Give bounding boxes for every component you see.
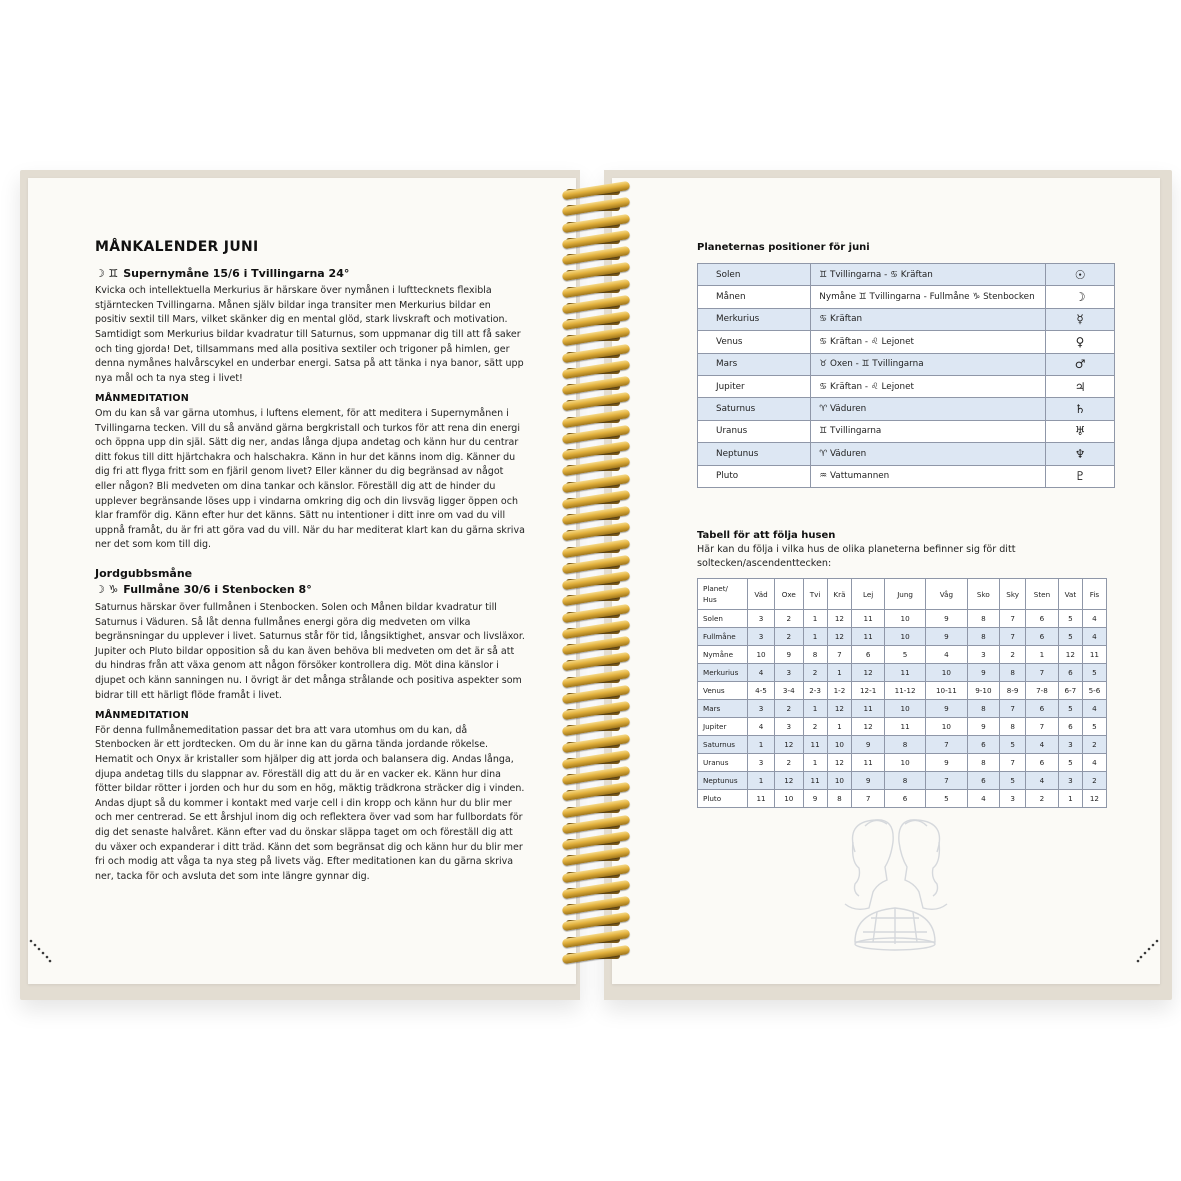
new-moon-heading: ☽ ♊ Supernymåne 15/6 i Tvillingarna 24° bbox=[95, 266, 350, 280]
spiral-coil bbox=[562, 278, 631, 298]
spiral-coil bbox=[562, 587, 631, 607]
houses-cell: 9 bbox=[967, 664, 1000, 682]
planet-name: Saturnus bbox=[698, 398, 811, 420]
houses-cell: 6 bbox=[967, 772, 1000, 790]
spiral-coil bbox=[562, 912, 631, 932]
planets-heading: Planeternas positioner för juni bbox=[697, 242, 870, 253]
houses-corner-header: Planet/ Hus bbox=[698, 579, 748, 610]
planet-symbol-icon: ♆ bbox=[1046, 443, 1115, 465]
houses-cell: 11 bbox=[852, 610, 885, 628]
houses-row bbox=[698, 646, 1107, 664]
houses-cell: 6 bbox=[884, 790, 925, 808]
houses-cell: 4 bbox=[1082, 610, 1106, 628]
houses-column-header: Jung bbox=[884, 579, 925, 610]
planet-name: Pluto bbox=[698, 465, 811, 487]
houses-intro: Här kan du följa i vilka hus de olika planeterna befinner sig för ditt soltecken/ascendenttecken: bbox=[697, 544, 1016, 569]
houses-cell: 9 bbox=[926, 754, 967, 772]
houses-cell: 12-1 bbox=[852, 682, 885, 700]
houses-row-planet: Solen bbox=[698, 610, 748, 628]
houses-cell: 5 bbox=[1058, 700, 1082, 718]
houses-cell: 10 bbox=[884, 700, 925, 718]
houses-cell: 6 bbox=[967, 736, 1000, 754]
houses-cell: 10 bbox=[827, 736, 852, 754]
houses-cell: 11 bbox=[803, 736, 827, 754]
houses-row-planet: Merkurius bbox=[698, 664, 748, 682]
planet-position: Nymåne ♊ Tvillingarna - Fullmåne ♑ Stenbocken bbox=[811, 286, 1046, 308]
houses-cell: 11-12 bbox=[884, 682, 925, 700]
spiral-coil bbox=[562, 457, 631, 477]
houses-cell: 7 bbox=[1000, 700, 1026, 718]
houses-cell: 4 bbox=[748, 718, 775, 736]
planet-row bbox=[698, 331, 1115, 353]
planet-name: Neptunus bbox=[698, 443, 811, 465]
planet-symbol-icon: ♂ bbox=[1046, 353, 1115, 375]
spiral-coil bbox=[562, 652, 631, 672]
houses-cell: 8 bbox=[1000, 664, 1026, 682]
houses-cell: 9 bbox=[803, 790, 827, 808]
houses-row-planet: Neptunus bbox=[698, 772, 748, 790]
houses-cell: 5 bbox=[884, 646, 925, 664]
houses-cell: 12 bbox=[775, 772, 804, 790]
houses-column-header: Sky bbox=[1000, 579, 1026, 610]
houses-cell: 3 bbox=[748, 700, 775, 718]
houses-column-header: Fis bbox=[1082, 579, 1106, 610]
houses-column-header: Vat bbox=[1058, 579, 1082, 610]
houses-cell: 2 bbox=[1026, 790, 1059, 808]
houses-column-header: Oxe bbox=[775, 579, 804, 610]
houses-cell: 7 bbox=[827, 646, 852, 664]
spiral-coil bbox=[562, 944, 631, 964]
houses-cell: 5 bbox=[926, 790, 967, 808]
spiral-coil bbox=[562, 798, 631, 818]
houses-cell: 12 bbox=[827, 754, 852, 772]
houses-row-planet: Fullmåne bbox=[698, 628, 748, 646]
houses-cell: 3 bbox=[775, 718, 804, 736]
houses-cell: 11 bbox=[884, 718, 925, 736]
planet-position: ♋ Kräftan - ♌ Lejonet bbox=[811, 375, 1046, 397]
houses-cell: 12 bbox=[1082, 790, 1106, 808]
planet-row bbox=[698, 353, 1115, 375]
houses-cell: 5 bbox=[1000, 736, 1026, 754]
spiral-coil bbox=[562, 733, 631, 753]
houses-row-planet: Mars bbox=[698, 700, 748, 718]
houses-column-header: Våg bbox=[926, 579, 967, 610]
gemini-twins-illustration bbox=[815, 812, 975, 962]
houses-cell: 7 bbox=[1000, 610, 1026, 628]
houses-cell: 11 bbox=[852, 754, 885, 772]
planet-name: Mars bbox=[698, 353, 811, 375]
houses-cell: 4-5 bbox=[748, 682, 775, 700]
new-moon-body: Kvicka och intellektuella Merkurius är härskare över nymånen i lufttecknets flexibla stjärntecken Tvillingarna. Månen själv bildar inga transiter men Merkurius bildar en positiv sextil till Mars, vilket skänker dig en mental glöd, stark livskraft och motivation. Samtidigt som Merkurius bildar kvadratur till Saturnus, som uppmanar dig till att få saker och ting gjorda! Det, tillsammans med alla positiva sextiler och trigoner på himlen, ger denna nymånes halvårscykel en underbar energi. Satsa på att tänka i nya banor, sätt upp nya mål och ta nya steg i livet! bbox=[95, 285, 524, 384]
houses-cell: 1 bbox=[1058, 790, 1082, 808]
houses-cell: 10 bbox=[827, 772, 852, 790]
spiral-coil bbox=[562, 538, 631, 558]
planet-name: Venus bbox=[698, 331, 811, 353]
houses-cell: 4 bbox=[967, 790, 1000, 808]
planet-name: Månen bbox=[698, 286, 811, 308]
houses-cell: 5-6 bbox=[1082, 682, 1106, 700]
houses-cell: 7 bbox=[926, 736, 967, 754]
corner-stitch-right bbox=[1136, 938, 1160, 974]
spiral-coil bbox=[562, 392, 631, 412]
houses-cell: 12 bbox=[827, 628, 852, 646]
planet-position: ♋ Kräftan bbox=[811, 308, 1046, 330]
houses-cell: 3-4 bbox=[775, 682, 804, 700]
houses-cell: 9-10 bbox=[967, 682, 1000, 700]
houses-cell: 2 bbox=[775, 610, 804, 628]
full-moon-meditation: För denna fullmånemeditation passar det bra att vara utomhus om du kan, då Stenbocken är ett jordtecken. Om du är inne kan du gärna tända jordande rökelse. Hematit och Onyx är kristaller som hjälper dig att jorda och balansera dig. Andas långa, djupa andetag tills du slappnar av. Föreställ dig att du är en vacker ek. Känn hur dina fötter bildar rötter i jorden och hur du som en hög, mäktig trädkrona sträcker dig i vinden. Andas djupt så du kommer i kontakt med varje cell i din kropp och känn hur du blir mer och mer centrerad. Se ett årshjul inom dig och reflektera över vad som har fullbordats för dig det senaste halvåret. Känn efter vad du önskar släppa taget om och föreställ dig att du växer och expanderar i ditt träd. Känn det som begränsat dig och känn hur du blir mer fri och modig att våga ta nya steg på livets väg. Efter meditationen kan du gärna skriva ner, tacka för och avsluta det som inte längre gynnar dig. bbox=[95, 724, 525, 882]
houses-cell: 8 bbox=[967, 700, 1000, 718]
page-title: MÅNKALENDER JUNI bbox=[95, 239, 259, 255]
houses-cell: 9 bbox=[926, 628, 967, 646]
planet-row bbox=[698, 443, 1115, 465]
houses-cell: 11 bbox=[748, 790, 775, 808]
planet-name: Solen bbox=[698, 264, 811, 286]
houses-cell: 4 bbox=[1026, 772, 1059, 790]
houses-row-planet: Saturnus bbox=[698, 736, 748, 754]
houses-cell: 8 bbox=[1000, 718, 1026, 736]
houses-cell: 3 bbox=[748, 610, 775, 628]
houses-cell: 3 bbox=[748, 628, 775, 646]
houses-cell: 1-2 bbox=[827, 682, 852, 700]
houses-cell: 10 bbox=[775, 790, 804, 808]
planet-position: ♉ Oxen - ♊ Tvillingarna bbox=[811, 353, 1046, 375]
houses-cell: 7 bbox=[1000, 628, 1026, 646]
planet-symbol-icon: ☽ bbox=[1046, 286, 1115, 308]
spiral-coil bbox=[562, 473, 631, 493]
spiral-coil bbox=[562, 603, 631, 623]
houses-cell: 12 bbox=[827, 610, 852, 628]
houses-row-planet: Venus bbox=[698, 682, 748, 700]
houses-cell: 12 bbox=[1058, 646, 1082, 664]
houses-cell: 10 bbox=[926, 664, 967, 682]
houses-cell: 7 bbox=[1000, 754, 1026, 772]
houses-cell: 10 bbox=[926, 718, 967, 736]
planet-row bbox=[698, 375, 1115, 397]
houses-cell: 8 bbox=[884, 772, 925, 790]
houses-cell: 11 bbox=[852, 700, 885, 718]
houses-column-header: Tvi bbox=[803, 579, 827, 610]
houses-cell: 12 bbox=[852, 718, 885, 736]
full-moon-heading: ☽ ♑ Fullmåne 30/6 i Stenbocken 8° bbox=[95, 583, 312, 597]
houses-cell: 6 bbox=[1026, 610, 1059, 628]
houses-cell: 4 bbox=[926, 646, 967, 664]
houses-cell: 12 bbox=[827, 700, 852, 718]
planet-symbol-icon: ☿ bbox=[1046, 308, 1115, 330]
houses-cell: 7 bbox=[926, 772, 967, 790]
houses-cell: 1 bbox=[827, 718, 852, 736]
houses-cell: 5 bbox=[1058, 628, 1082, 646]
houses-cell: 11 bbox=[803, 772, 827, 790]
houses-row bbox=[698, 664, 1107, 682]
planet-position: ♈ Väduren bbox=[811, 443, 1046, 465]
spiral-coil bbox=[562, 343, 631, 363]
houses-cell: 4 bbox=[1082, 700, 1106, 718]
spiral-coil bbox=[562, 213, 631, 233]
houses-row-planet: Uranus bbox=[698, 754, 748, 772]
planet-name: Jupiter bbox=[698, 375, 811, 397]
houses-cell: 1 bbox=[827, 664, 852, 682]
houses-cell: 1 bbox=[803, 754, 827, 772]
houses-row bbox=[698, 628, 1107, 646]
houses-cell: 5 bbox=[1058, 754, 1082, 772]
spiral-coil bbox=[562, 408, 631, 428]
planet-row bbox=[698, 398, 1115, 420]
houses-column-header: Sten bbox=[1026, 579, 1059, 610]
planet-position: ♋ Kräftan - ♌ Lejonet bbox=[811, 331, 1046, 353]
planet-name: Merkurius bbox=[698, 308, 811, 330]
moon-capricorn-icon: ☽ ♑ bbox=[95, 583, 119, 597]
houses-cell: 6 bbox=[1026, 754, 1059, 772]
houses-row bbox=[698, 790, 1107, 808]
houses-row bbox=[698, 754, 1107, 772]
houses-row bbox=[698, 736, 1107, 754]
houses-cell: 2-3 bbox=[803, 682, 827, 700]
planet-position: ♊ Tvillingarna bbox=[811, 420, 1046, 442]
houses-cell: 3 bbox=[1058, 736, 1082, 754]
houses-cell: 10 bbox=[884, 610, 925, 628]
houses-cell: 8 bbox=[967, 610, 1000, 628]
houses-column-header: Väd bbox=[748, 579, 775, 610]
houses-cell: 1 bbox=[803, 700, 827, 718]
houses-cell: 6 bbox=[852, 646, 885, 664]
houses-cell: 6 bbox=[1026, 628, 1059, 646]
houses-row-planet: Pluto bbox=[698, 790, 748, 808]
houses-cell: 2 bbox=[1082, 772, 1106, 790]
planet-row bbox=[698, 465, 1115, 487]
houses-cell: 2 bbox=[775, 628, 804, 646]
houses-cell: 4 bbox=[1026, 736, 1059, 754]
houses-cell: 6 bbox=[1058, 718, 1082, 736]
houses-cell: 1 bbox=[748, 736, 775, 754]
spiral-coil bbox=[562, 522, 631, 542]
houses-cell: 3 bbox=[775, 664, 804, 682]
spiral-coil bbox=[562, 197, 631, 217]
houses-cell: 7 bbox=[852, 790, 885, 808]
houses-cell: 4 bbox=[1082, 628, 1106, 646]
houses-cell: 2 bbox=[803, 664, 827, 682]
houses-row bbox=[698, 718, 1107, 736]
houses-row bbox=[698, 772, 1107, 790]
houses-cell: 7 bbox=[1026, 718, 1059, 736]
houses-column-header: Sko bbox=[967, 579, 1000, 610]
houses-cell: 10 bbox=[748, 646, 775, 664]
houses-cell: 3 bbox=[967, 646, 1000, 664]
planet-symbol-icon: ♀ bbox=[1046, 331, 1115, 353]
meditation-label: MÅNMEDITATION bbox=[95, 393, 190, 405]
spiral-coil bbox=[562, 847, 631, 867]
planet-positions-table bbox=[697, 263, 1115, 488]
planet-row bbox=[698, 264, 1115, 286]
houses-cell: 8 bbox=[967, 754, 1000, 772]
houses-cell: 9 bbox=[852, 772, 885, 790]
houses-cell: 8-9 bbox=[1000, 682, 1026, 700]
houses-cell: 9 bbox=[775, 646, 804, 664]
houses-cell: 11 bbox=[852, 628, 885, 646]
planet-position: ♈ Väduren bbox=[811, 398, 1046, 420]
planet-symbol-icon: ♇ bbox=[1046, 465, 1115, 487]
spiral-binding bbox=[558, 182, 638, 977]
planet-symbol-icon: ♃ bbox=[1046, 375, 1115, 397]
houses-cell: 3 bbox=[748, 754, 775, 772]
houses-cell: 2 bbox=[1000, 646, 1026, 664]
houses-cell: 2 bbox=[775, 754, 804, 772]
houses-cell: 7-8 bbox=[1026, 682, 1059, 700]
houses-cell: 2 bbox=[1082, 736, 1106, 754]
spiral-coil bbox=[562, 668, 631, 688]
houses-cell: 4 bbox=[748, 664, 775, 682]
houses-cell: 11 bbox=[884, 664, 925, 682]
full-moon-body: Saturnus härskar över fullmånen i Stenbocken. Solen och Månen bildar kvadratur till Saturnus i Väduren. Så låt denna fullmånes energi göra dig medveten om vilka begränsningar du upplever i livet. Saturnus står för tid, långsiktighet, ansvar och livsläxor. Jupiter och Pluto bildar opposition så du kan även behöva bli medveten om det är så att du hindras från att växa genom att någon försöker kontrollera dig. Möt dina känslor i djupet och känn sanningen nu. I övrigt är det många strålande och positiva aspekter som bidrar till ett härligt flöde framåt i livet. bbox=[95, 602, 525, 701]
spiral-coil bbox=[562, 863, 631, 883]
planet-position: ♒ Vattumannen bbox=[811, 465, 1046, 487]
houses-row bbox=[698, 610, 1107, 628]
spiral-coil bbox=[562, 782, 631, 802]
houses-row-planet: Nymåne bbox=[698, 646, 748, 664]
planet-symbol-icon: ♄ bbox=[1046, 398, 1115, 420]
spiral-coil bbox=[562, 717, 631, 737]
planet-row bbox=[698, 308, 1115, 330]
houses-cell: 8 bbox=[967, 628, 1000, 646]
houses-row-planet: Jupiter bbox=[698, 718, 748, 736]
spiral-coil bbox=[562, 327, 631, 347]
houses-column-header: Krä bbox=[827, 579, 852, 610]
houses-cell: 6-7 bbox=[1058, 682, 1082, 700]
houses-cell: 8 bbox=[803, 646, 827, 664]
houses-cell: 3 bbox=[1058, 772, 1082, 790]
planet-row bbox=[698, 286, 1115, 308]
meditation-label: MÅNMEDITATION bbox=[95, 710, 190, 722]
houses-cell: 5 bbox=[1058, 610, 1082, 628]
planet-name: Uranus bbox=[698, 420, 811, 442]
houses-table bbox=[697, 578, 1107, 808]
houses-cell: 4 bbox=[1082, 754, 1106, 772]
houses-cell: 3 bbox=[1000, 790, 1026, 808]
houses-cell: 11 bbox=[1082, 646, 1106, 664]
planet-symbol-icon: ☉ bbox=[1046, 264, 1115, 286]
planet-symbol-icon: ♅ bbox=[1046, 420, 1115, 442]
houses-cell: 1 bbox=[803, 628, 827, 646]
houses-cell: 6 bbox=[1026, 700, 1059, 718]
houses-cell: 9 bbox=[852, 736, 885, 754]
spiral-coil bbox=[562, 928, 631, 948]
planet-position: ♊ Tvillingarna - ♋ Kräftan bbox=[811, 264, 1046, 286]
spiral-coil bbox=[562, 262, 631, 282]
houses-row bbox=[698, 682, 1107, 700]
houses-cell: 2 bbox=[803, 718, 827, 736]
moon-calendar-text bbox=[95, 240, 525, 884]
houses-cell: 5 bbox=[1000, 772, 1026, 790]
houses-heading: Tabell för att följa husen bbox=[697, 530, 836, 541]
planet-row bbox=[698, 420, 1115, 442]
houses-cell: 8 bbox=[884, 736, 925, 754]
houses-cell: 1 bbox=[803, 610, 827, 628]
houses-cell: 5 bbox=[1082, 718, 1106, 736]
houses-row bbox=[698, 700, 1107, 718]
houses-cell: 7 bbox=[1026, 664, 1059, 682]
houses-cell: 9 bbox=[967, 718, 1000, 736]
houses-cell: 10 bbox=[884, 754, 925, 772]
houses-cell: 1 bbox=[1026, 646, 1059, 664]
houses-cell: 12 bbox=[852, 664, 885, 682]
houses-cell: 8 bbox=[827, 790, 852, 808]
new-moon-meditation: Om du kan så var gärna utomhus, i luftens element, för att meditera i Supernymånen i Tvillingarna tecken. Vill du så använd gärna bergkristall och turkos för att rena din energi och öppna upp din själ. Sätt dig ner, andas långa djupa andetag och känn hur du centrar ditt fokus till ditt hjärtchakra och halschakra. Känn in hur det känns inom dig. Känner du dig fri att flyga fritt som en fjäril genom livet? Eller känner du dig begränsad av något eller någon? Bli medveten om dina tankar och känslor. Föreställ dig att de hinder du upplever begränsande löses upp i vindarna omkring dig och din livsväg ligger öppen och klar framför dig. Känn efter hur det känns. Sätt nu intentioner i ditt inre om vad du vill uppnå framåt, du är fri att göra vad du vill. När du har mediterat klart kan du gärna skriva ner det som kom till dig. bbox=[95, 407, 525, 551]
houses-cell: 12 bbox=[775, 736, 804, 754]
houses-cell: 9 bbox=[926, 700, 967, 718]
houses-cell: 2 bbox=[775, 700, 804, 718]
houses-cell: 5 bbox=[1082, 664, 1106, 682]
houses-cell: 6 bbox=[1058, 664, 1082, 682]
houses-column-header: Lej bbox=[852, 579, 885, 610]
houses-cell: 1 bbox=[748, 772, 775, 790]
houses-cell: 10-11 bbox=[926, 682, 967, 700]
full-moon-name: Jordgubbsmåne bbox=[95, 566, 193, 580]
houses-cell: 9 bbox=[926, 610, 967, 628]
moon-gemini-icon: ☽ ♊ bbox=[95, 266, 119, 280]
houses-cell: 10 bbox=[884, 628, 925, 646]
corner-stitch-left bbox=[28, 938, 52, 974]
